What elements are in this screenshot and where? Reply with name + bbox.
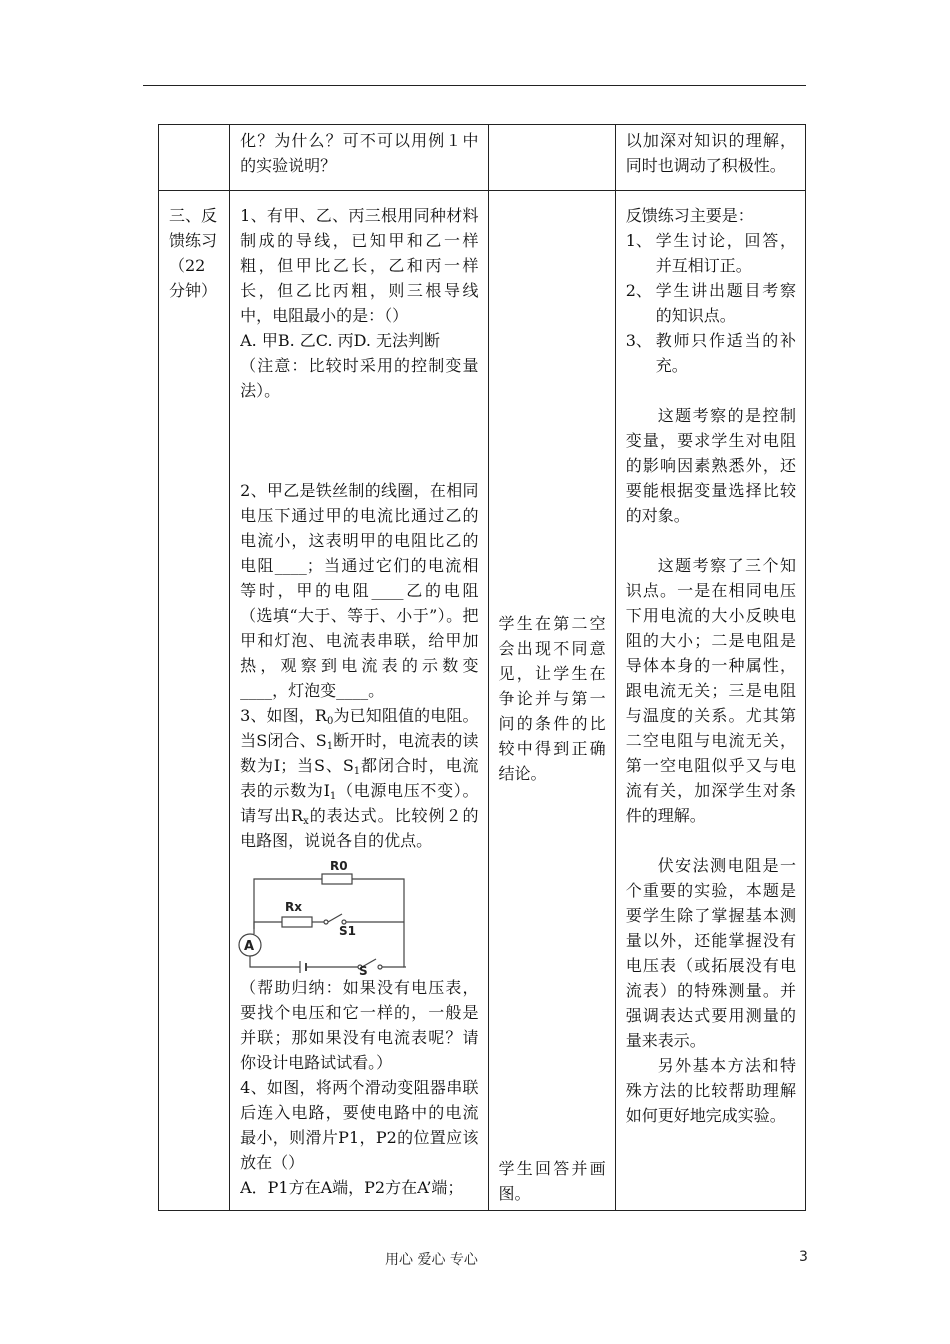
student-response-2: 学生在第二空会出现不同意见，让学生在争论并与第一问的条件的比较中得到正确结论。 [498,614,606,783]
question-4-option-a: A．P1方在A端，P2方在A’端； [240,1178,464,1197]
question-1-note: （注意：比较时采用的控制变量法）。 [240,356,479,400]
list-item: 3、 教师只作适当的补充。 [625,331,796,375]
intent-paragraph: 另外基本方法和特殊方法的比较帮助理解如何更好地完成实验。 [625,1056,796,1125]
student-text [489,125,615,128]
intent-paragraph: 伏安法测电阻是一个重要的实验，本题是要学生除了掌握基本测量以外，还能掌握没有电压表（或拓展没有电流表）的特殊测量。并强调表达式要用测量的量来表示。 [625,856,796,1050]
s1-label: S1 [339,924,357,938]
intent-text: 以加深对知识的理解，同时也调动了积极性。 [625,131,796,175]
rx-label: Rx [285,900,303,914]
list-item: 2、 学生讲出题目考察的知识点。 [625,281,796,325]
r0-label: R0 [330,859,348,873]
question-2: 2、甲乙是铁丝制的线圈，在相同电压下通过甲的电流比通过乙的电流小，这表明甲的电阻比乙的电阻____；当通过它们的电流相等时，甲的电阻____乙的电阻（选填“大于、等于、小于”）。把甲和灯泡、电流表串联，给甲加热，观察到电流表的示数变____，灯泡变____。 [240,481,479,700]
stage-cell [159,125,230,191]
intent-paragraph: 这题考察的是控制变量，要求学生对电阻的影响因素熟悉外，还要能根据变量选择比较的对象。 [625,406,796,525]
intent-cell [615,191,805,1211]
student-cell [488,191,615,1211]
stage-label [159,125,229,128]
s-label: S [359,964,368,975]
student-response-4: 学生回答并画图。 [498,1159,606,1203]
stage-cell [159,191,230,1211]
content-cell [230,125,488,191]
student-cell [488,125,615,191]
question-4: 4、如图，将两个滑动变阻器串联后连入电路，要使电路中的电流最小，则滑片P1，P2的位置应该放在（） [240,1078,479,1172]
stage-label: 三、反馈练习（22分钟） [169,206,218,300]
table-row [159,125,806,191]
footer-slogan: 用心 爱心 专心 [385,1252,478,1268]
intent-intro: 反馈练习主要是： [625,206,754,225]
intent-cell [615,125,805,191]
page-number: 3 [799,1249,808,1265]
question-1-options: A. 甲B. 乙C. 丙D. 无法判断 [240,331,441,350]
content-text: 化？为什么？可不可以用例１中的实验说明？ [240,131,479,175]
lesson-table [158,124,806,1211]
circuit-diagram [234,859,406,975]
question-1: 1、有甲、乙、丙三根用同种材料制成的导线，已知甲和乙一样粗，但甲比乙长，乙和丙一样长，但乙比丙粗，则三根导线中，电阻最小的是：（） [240,206,479,325]
header-rule [143,85,806,86]
question-3: 3、如图，$R_0$为已知阻值的电阻。当S闭合、$S_1$断开时，电流表的读数为I；当S、$S_1$都闭合时，电流表的示数为$I_1$（电源电压不变）。请写出$R_x$的表达式。比较例２的电路图，说说各自的优点。 [240,706,479,850]
intent-paragraph: 这题考察了三个知识点。一是在相同电压下用电流的大小反映电阻的大小；二是电阻是导体本身的一种属性，跟电流无关；三是电阻与温度的关系。尤其第二空电阻与电流无关，第一空电阻似乎又与电流有关，加深学生对条件的理解。 [625,556,796,825]
help-note: （帮助归纳：如果没有电压表，要找个电压和它一样的，一般是并联；那如果没有电流表呢？请你设计电路试试看。） [240,978,479,1072]
table-row [159,191,806,1211]
content-cell [230,191,488,1211]
list-item: 1、 学生讨论，回答，并互相订正。 [625,231,796,275]
ammeter-label: A [244,939,255,954]
